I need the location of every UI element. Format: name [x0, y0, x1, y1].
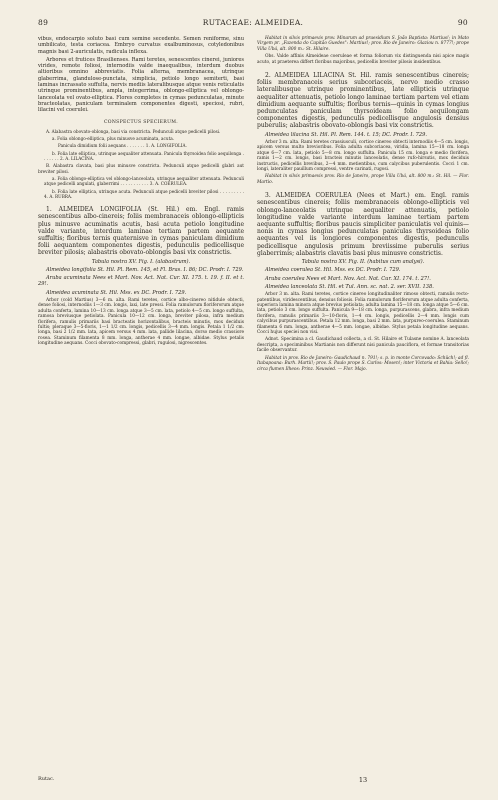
running-header — [38, 18, 468, 30]
running-title: RUTACEAE: ALMEIDEA. — [202, 18, 304, 27]
genus-habit-description: Arbores et frutices Brasilienses. Rami teretes, senescentes cinerei, juniores virides, remote foliosi, internodiis valde inaequalibus, interdum duobus altioribus omnino abbreviatis. Folia alterna, membranacea, utrinque glaberrima, glandulose-punctata, simplicia, petiolo longo semiterti, basi laminas incrassato suffulta, nervis mediis lateralibusque atque venis reticulatis utrinque prominentibus, ampla, integerrima, oblongo-elliptica vel oblongo-lanceolata vel ovato-elliptica. Flores completes in cymas pedunculatas, minute bracteolatas, paniculam terminalem componentes digesti, speciosi, rubri, lilacini vel coerulei. — [38, 56, 244, 114]
synonym-line: Almeidea lilacina St. Hil. Pl. Rem. 144. t. 15; DC. Prodr. I. 729. — [265, 131, 427, 138]
sheet-number: 13 — [358, 776, 368, 784]
synonym-line: Almeidea lanceolata St. Hil. et Tul. Ann. sc. nat. 2. ser. XVII. 138. — [265, 283, 434, 290]
observation-note: Obs. Valde affinis Almeideae coeruleae et forma foliorum vix distinguenda nisi apice magis acuto, at praeterea differt floribus majoribus, pedicellis breviter pilosis insidentibus. — [257, 54, 469, 65]
habitat-note: Habitat in silvis primaevis prov. Minarum ad praesidium S. João Baptista: Martius!; in Mato Virgem pr. „Fazenda do Capitão Guedes": Martius!; prov. Rio de Janeiro: Glaziou n. 8777!; prope Villa Ubá, alt. 800 m.: St. Hilaire. — [257, 36, 469, 52]
key-line: A. Alabastra obovato-oblonga, basi via constricta. Pedunculi atque pedicelli pilosi. — [46, 128, 221, 134]
key-line: a. Folia oblongo-elliptica, plus minusve acuminata, acuta. — [52, 136, 175, 142]
left-column — [38, 36, 244, 349]
synonym-line: Almeidea acuminata St. Hil. Mss. ex DC. Prodr. I. 729. — [46, 289, 187, 296]
page-number-right: 90 — [457, 18, 468, 27]
plate-reference: Tabula nostra XV. Fig. I. (alabastrum). — [91, 258, 191, 265]
synonym-line: Almeidea longifolia St. Hil. Pl. Rem. 145, et Fl. Bras. I. 86; DC. Prodr. I. 729. — [46, 266, 244, 273]
page-number-left: 89 — [38, 18, 49, 27]
key-line: Panicula dimidium folii aequans . . . . . . . 1. A. LONGIFOLIA. — [58, 143, 187, 149]
habitat-note: Habitat in prov. Rio de Janeiro: Gaudichaud n. 791!; s. p. in monte Corcovado: Schüch!; ad fl. Itabapoana: Burh. Martii!; prov. S. Paulo prope S. Carlos: Mosen!; inter Victoria et Bahia: Sello!; circa flumen Ilheos: Prinz. Neuwied. — Flor. Majo. — [257, 355, 469, 372]
synonym-line: Almeidea coerulea St. Hil. Mss. ex DC. Prodr. I. 729. — [265, 267, 401, 274]
species-entry-coerulea: 3. ALMEIDEA COERULEA (Nees et Mart.) em. Engl. ramis senescentibus cinereis; foliis membranaceis oblongo-ellipticis vel oblongo-lanceolatis utrinque aequaliter attenuatis, petiolo longitudine valde variante interdum laminae tertiam partem aequante suffultis; floribus paucis simpliciter paniculatis vel quinis—nonis in cymas longius pedunculatas paniculas thyrsoideas folio aequantes vel iis longiores componentes digestis, pedunculis pedicellisque angulosis primum breviissime puberulis serius glaberrimis; alabastris clavatis basi plus minusve constrictis. — [257, 192, 469, 257]
plate-reference: Tabula nostra XV. Fig. II. (habitus cum analysi). — [301, 259, 425, 266]
annotation-note: Adnot. Specimina a cl. Gaudichaud collecta, a cl. St. Hilaire et Tulasne nomine A. lanceolata descripta, a speciminibus Martianis non differunt nisi panicula pauciflora, et formae transitorias facile observantur. — [257, 337, 469, 354]
species-description: Arbor 3 m. alta. Rami teretes, cortice cinereo longitudinaliter rimoso obtecti, ramulis recto-patentibus, viridescentibus, densius foliosis. Folia ramulorum floriferorum atque adulta conferta, superiora lamina minora atque brevius petiolata; adulta lamina 15—18 cm. longa atque 5—6 cm. lata, petiolo 3 cm. longo suffulta. Panicula 9—18 cm. longa, purpurascens, glabra, infra medium florifera, ramulis primariis 3—10-floris, 1—4 cm. longis, pedicellis 2—4 mm. longis cum calycibus purpurascentibus. Petala 12 mm. longa, basi 2 mm. lata, purpureo-coerulea. Staminum filamenta 6 mm. longa, antherae 4—5 mm. longae, albidae. Stylus petala longitudine aequans. Cocci hujus speciei non visi. — [257, 292, 469, 336]
species-description: Arbor 3 m. alta. Rami teretes crassiusculi, cortice cinereo obtecti internodiis 4—5 cm. longis, apicem versus multo brevioribus. Folia adulta subcoriacea, viridia, lamina 15—18 cm. longa atque 6—7 cm. lata, petiolo 5—8 cm. longo suffulta. Panicula 15 cm. longa e medio florifera, ramis 1—2 cm. longis, basi bracteis minutis lanceolatis, dense rufo-hirsutis, mox deciduis instructis, pedicellis brevibus, 2—4 mm. metientibus, cum calycibus puberulentis. Cocci 1 cm. longi, lateraliter pauillum compressi, ventre carinati, rugosi. — [257, 139, 469, 172]
species-description: Arbor (cold Martius) 3—6 m. alta. Rami teretes, cortice albo-cinereo nitidule obtecti, dense foliosi, internodiis 1—3 cm. longis, laxi, late pressi. Folia ramulorum floriferorum atque adulta conferta, lamina 10—13 cm. longa atque 3—5 cm. lata, petiolo 4—5 cm. longo suffulta, ramosa breviusque petiolata. Panicula 10—12 cm. longa, breviter pilosa, infra medium florifera, ramulis primariis basi bracteatis horizontalibus, bracteis minutis, mox deciduis fultis; pleraque 3—5-floris, 1—1 1/2 cm. longis, pedicellis 3—4 mm. longis. Petala 1 1/2 cm. longa, basi 2 1/2 mm. lata, apicem versus 4 mm. lata, pallide lilacina, dorso medio crassiore rosea. Staminum filamenta 8 mm. longa, antherae 4 mm. longae, albidae. Stylus petalis longitudine aequans. Cocci obovato-compressi, glabri, rugulosi, nigrescentes. — [38, 298, 244, 347]
conspectus-heading: CONSPECTUS SPECIERUM. — [103, 119, 179, 125]
habitat-note: Habitat in silvis primaevis prov. Rio de Janeiro, prope Villa Ubá, alt. 800 m.: St. Hil. — Flor. Martio. — [257, 174, 469, 185]
synonym-line: Aruba coerulea Nees et Mart. Nov. Act. Nat. Cur. XI. 174. t. 27!. — [265, 275, 431, 282]
species-entry-lilacina: 2. ALMEIDEA LILACINA St. Hil. ramis senescentibus cinereis; foliis membranaceis serius subcoriaceis, nervo medio crasso lateralibusque utrinque prominentibus, late ellipticis utrinque aequaliter attenuatis, petiolo longo laminae tertiam partem vel etiam dimidium aequante suffultis; floribus ternis—quinis in cymas longius pedunculatas paniculam thyrsoideam folio aequilongam componentes digestis, pedunculis pedicellisque angulosis densius puberulis; alabastris obovato-oblongis basi vix constrictis. — [257, 72, 469, 130]
species-entry-longifolia: 1. ALMEIDEA LONGIFOLIA (St. Hil.) em. Engl. ramis senescentibus albo-cinereis; foliis membranaceis oblongo-ellipticis plus minusve acuminatis acutis, basi acuta petiolo longitudine valde variante, interdum laminae tertiam partem aequante suffultis; floribus ternis quaternisve in cymas paniculam dimidium folii aequantem componentes digestis, pedunculis pedicellisque breviter pilosis; alabastris obovato-oblongis basi vix constrictis. — [38, 206, 244, 257]
signature-mark: Rutac. — [38, 776, 55, 782]
genus-fruit-description: vibus, endocarpio soluto basi cum semine secedente. Semen reniforme, sinu umbilicato, testa coriacea. Embryo curvatus exalbuminosus, cotyledonibus magnis basi 2-auriculatis, radicula inflexa. — [38, 36, 244, 55]
key-line: b. Folia late elliptica, utrinque acuta. Pedunculi atque pedicelli breviter pilosi . . . . . . . . . 4. A. RUBRA. — [44, 188, 244, 199]
key-line: b. Folia late elliptica, utrinque aequaliter attenuata. Panicula thyrsoidea folio aequilonga . . . . . . . 2. A. LILACINA. — [44, 150, 244, 162]
right-column — [257, 36, 469, 374]
synonym-line: Aruba acuminata Nees et Mart. Nov. Act. Nat. Cur. XI. 175. t. 19. f. II. et t. 29!. — [38, 275, 244, 288]
key-line: a. Folia oblongo-elliptica vel oblongo-lanceolata, utrinque aequaliter attenuata. Pedunculi atque pedicelli angulati, glaberrimi . . . . . . . . . . . 3. A. COERULEA. — [44, 175, 244, 187]
key-line: B. Alabastra clavata, basi plus minusve constricta. Pedunculi atque pedicelli glabri aut breviter pilosi. — [38, 163, 244, 174]
